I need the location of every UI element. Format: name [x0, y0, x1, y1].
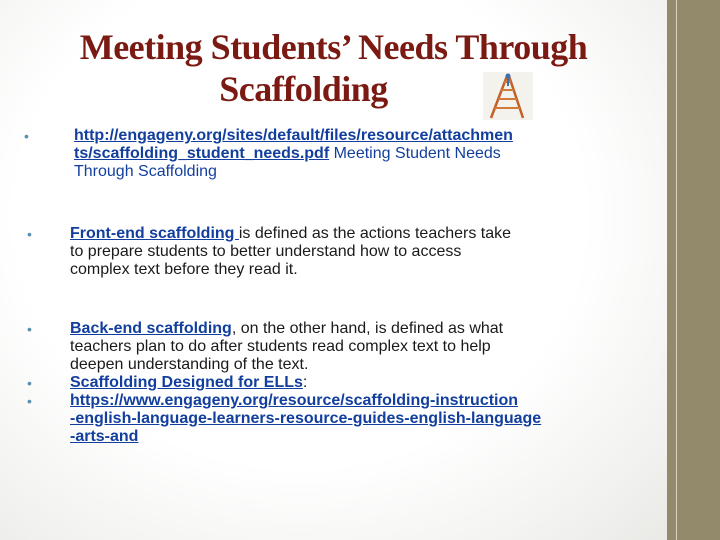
bullet-2-line-3: complex text before they read it.: [70, 261, 298, 278]
link-engageny-ell-resource-line-3[interactable]: -arts-and: [70, 428, 139, 445]
link-back-end-scaffolding[interactable]: Back-end scaffolding: [70, 320, 232, 337]
bullet-5-text: [70, 392, 541, 446]
link-ells[interactable]: ELLs: [263, 374, 303, 391]
bullet-dot: •: [27, 226, 32, 242]
decorative-sidebar: [667, 0, 720, 540]
sidebar-divider: [676, 0, 677, 540]
bullet-3-line-1: , on the other hand, is defined as what: [231, 320, 504, 337]
bullet-3-text: [70, 320, 503, 374]
title-line-1: Meeting Students’ Needs Through: [79, 27, 588, 67]
bullet-2-text: [70, 225, 511, 279]
link-front-end-scaffolding[interactable]: Front-end scaffolding: [70, 225, 239, 242]
link-scaffolding-pdf-line-2[interactable]: ts/scaffolding_student_needs.pdf: [74, 145, 330, 162]
slide-title: [0, 26, 667, 110]
bullet-4-text: [70, 374, 307, 392]
pdf-title-part-1: Meeting Student Needs: [329, 145, 501, 162]
title-line-2: [0, 68, 667, 110]
bullet-3-line-3: deepen understanding of the text.: [70, 356, 309, 373]
bullet-2-line-1: is defined as the actions teachers take: [238, 225, 512, 242]
bullet-dot: •: [24, 128, 29, 144]
bullet-2-line-2: to prepare students to better understand how to access: [70, 243, 462, 260]
bullet-3-line-2: teachers plan to do after students read complex text to help: [70, 338, 491, 355]
link-engageny-ell-resource-line-1[interactable]: https://www.engageny.org/resource/scaffolding-instruction: [70, 392, 519, 409]
bullet-dot: •: [27, 321, 32, 337]
link-scaffolding-designed-for[interactable]: Scaffolding Designed for: [70, 374, 264, 391]
bullet-4-colon: :: [302, 374, 308, 391]
pdf-title-part-2: Through Scaffolding: [74, 163, 217, 180]
link-engageny-ell-resource-line-2[interactable]: -english-language-learners-resource-guides-english-language: [70, 410, 542, 427]
bullet-dot: •: [27, 375, 32, 391]
bullet-dot: •: [27, 393, 32, 409]
ladder-icon: [483, 72, 533, 120]
title-line-2-text: Scaffolding: [219, 69, 388, 109]
bullet-1-text: [74, 127, 513, 181]
link-scaffolding-pdf-line-1[interactable]: http://engageny.org/sites/default/files/resource/attachmen: [74, 127, 513, 144]
